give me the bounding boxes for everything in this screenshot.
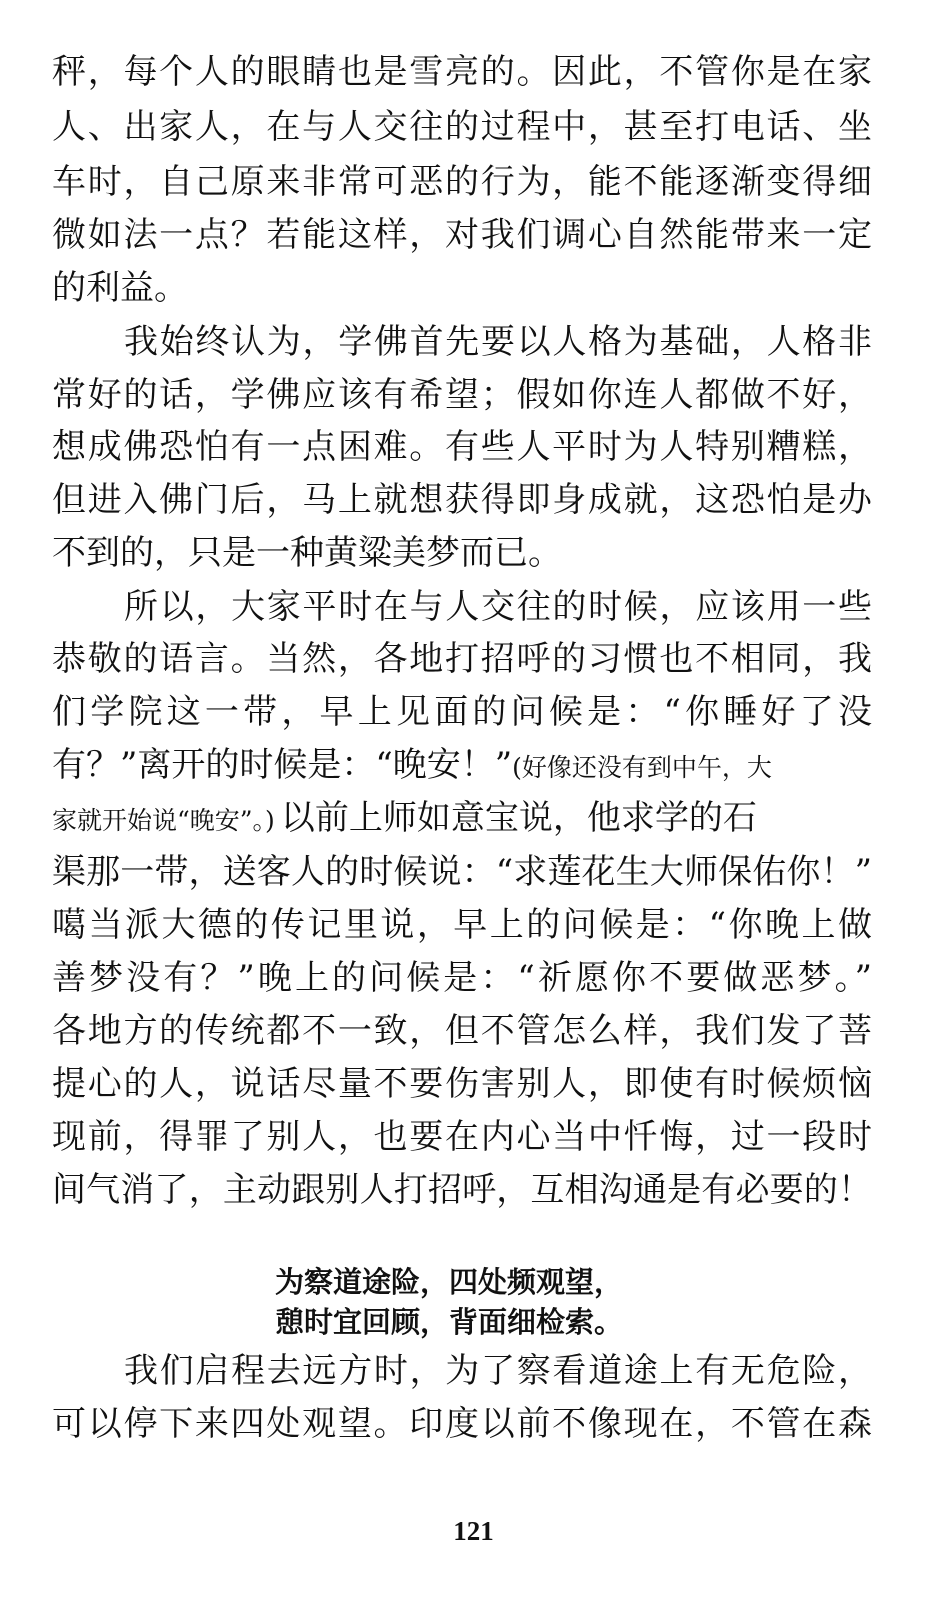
parenthetical-note: (好像还没有到中午，大 xyxy=(512,753,772,782)
page-number: 121 xyxy=(453,1516,494,1546)
body-text-line: 想成佛恐怕有一点困难。有些人平时为人特别糟糕， xyxy=(52,427,872,467)
parenthetical-note: 家就开始说“晚安”。) xyxy=(52,806,275,835)
body-text-segment: 以前上师如意宝说，他求学的石 xyxy=(280,798,757,838)
paragraph-first-line: 所以，大家平时在与人交往的时候，应该用一些 xyxy=(124,587,872,627)
verse-line: 为察道途险，四处频观望， xyxy=(275,1265,624,1299)
body-text-line: 车时，自己原来非常可恶的行为，能不能逐渐变得细 xyxy=(52,162,872,202)
body-text-segment: 有？”离开的时候是：“晚安！” xyxy=(52,745,513,785)
body-text-line: 噶当派大德的传记里说，早上的问候是：“你晚上做 xyxy=(52,905,872,945)
body-text-line: 秤，每个人的眼睛也是雪亮的。因此，不管你是在家 xyxy=(52,52,872,92)
body-text-line: 常好的话，学佛应该有希望；假如你连人都做不好， xyxy=(52,375,872,415)
body-text-line: 恭敬的语言。当然，各地打招呼的习惯也不相同，我 xyxy=(52,639,872,679)
paragraph-first-line: 我们启程去远方时，为了察看道途上有无危险， xyxy=(124,1351,872,1391)
verse-line: 憩时宜回顾，背面细检索。 xyxy=(275,1305,624,1339)
body-text-line: 善梦没有？”晚上的问候是：“祈愿你不要做恶梦。” xyxy=(52,958,872,998)
body-text-line: 各地方的传统都不一致，但不管怎么样，我们发了菩 xyxy=(52,1011,872,1051)
body-text-line: 但进入佛门后，马上就想获得即身成就，这恐怕是办 xyxy=(52,480,872,520)
body-text-line xyxy=(52,738,872,792)
body-text-line: 不到的，只是一种黄粱美梦而已。 xyxy=(52,533,562,573)
body-text-line: 人、出家人，在与人交往的过程中，甚至打电话、坐 xyxy=(52,107,872,147)
body-text-line: 间气消了，主动跟别人打招呼，互相沟通是有必要的！ xyxy=(52,1170,872,1210)
body-text-line: 的利益。 xyxy=(52,268,188,308)
body-text-line: 们学院这一带，早上见面的问候是：“你睡好了没 xyxy=(52,692,872,732)
body-text-line: 现前，得罪了别人，也要在内心当中忏悔，过一段时 xyxy=(52,1117,872,1157)
body-text-line xyxy=(52,791,872,845)
body-text-line: 渠那一带，送客人的时候说：“求莲花生大师保佑你！” xyxy=(52,852,872,892)
body-text-line: 可以停下来四处观望。印度以前不像现在，不管在森 xyxy=(52,1404,872,1444)
paragraph-first-line: 我始终认为，学佛首先要以人格为基础，人格非 xyxy=(124,322,872,362)
body-text-line: 微如法一点？若能这样，对我们调心自然能带来一定 xyxy=(52,215,872,255)
body-text-line: 提心的人，说话尽量不要伤害别人，即使有时候烦恼 xyxy=(52,1064,872,1104)
